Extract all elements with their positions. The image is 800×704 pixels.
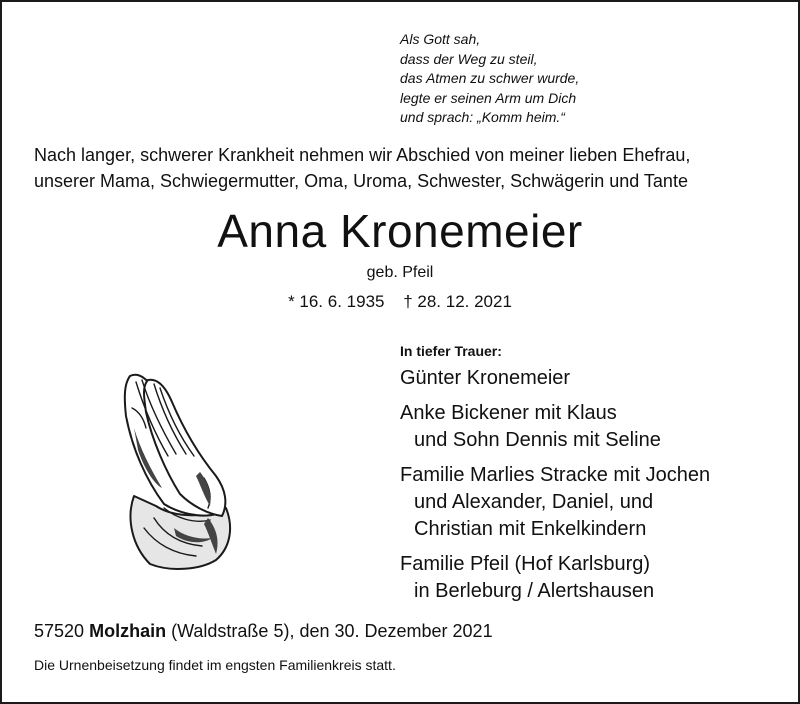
mourners-block [400,342,710,613]
mourner-entry [400,400,710,454]
mourner-line: und Sohn Dennis mit Seline [414,429,661,451]
poem-line: und sprach: „Komm heim.“ [400,109,565,125]
praying-hands-icon [104,368,252,573]
mourner-line: Anke Bickener mit Klaus [400,402,617,424]
maiden-name: geb. Pfeil [366,264,434,281]
mourner-line: in Berleburg / Alertshausen [414,580,655,602]
poem-line: legte er seinen Arm um Dich [400,89,577,106]
death-date: † 28. 12. 2021 [403,292,512,311]
postcode: 57520 [34,621,85,641]
poem-line: Als Gott sah, [400,31,481,47]
mourner-line: und Alexander, Daniel, und [414,491,654,513]
mourner-entry [400,365,710,392]
poem-line: das Atmen zu schwer wurde, [400,70,580,86]
town-name: Molzhain [89,621,167,641]
life-dates [0,291,800,313]
poem [400,30,579,128]
intro-line: unserer Mama, Schwiegermutter, Oma, Uroma, Schwester, Schwägerin und Tante [34,171,688,191]
mourners-heading: In tiefer Trauer: [400,343,502,359]
birth-date: * 16. 6. 1935 [288,292,385,311]
mourner-line: Familie Pfeil (Hof Karlsburg) [400,553,651,575]
mourner-entry [400,462,710,543]
poem-line: dass der Weg zu steil, [400,50,538,67]
mourner-line: Familie Marlies Stracke mit Jochen [400,464,711,486]
mourner-line: Christian mit Enkelkindern [414,518,647,540]
burial-note: Die Urnenbeisetzung findet im engsten Familienkreis statt. [34,657,396,673]
intro-line: Nach langer, schwerer Krankheit nehmen wir Abschied von meiner lieben Ehefrau, [34,145,691,165]
address-and-date: (Waldstraße 5), den 30. Dezember 2021 [171,621,493,641]
mourner-entry [400,551,710,605]
intro-text [34,142,690,194]
deceased-name: Anna Kronemeier [217,205,583,257]
mourner-line: Günter Kronemeier [400,367,571,389]
place-and-date [34,619,493,643]
